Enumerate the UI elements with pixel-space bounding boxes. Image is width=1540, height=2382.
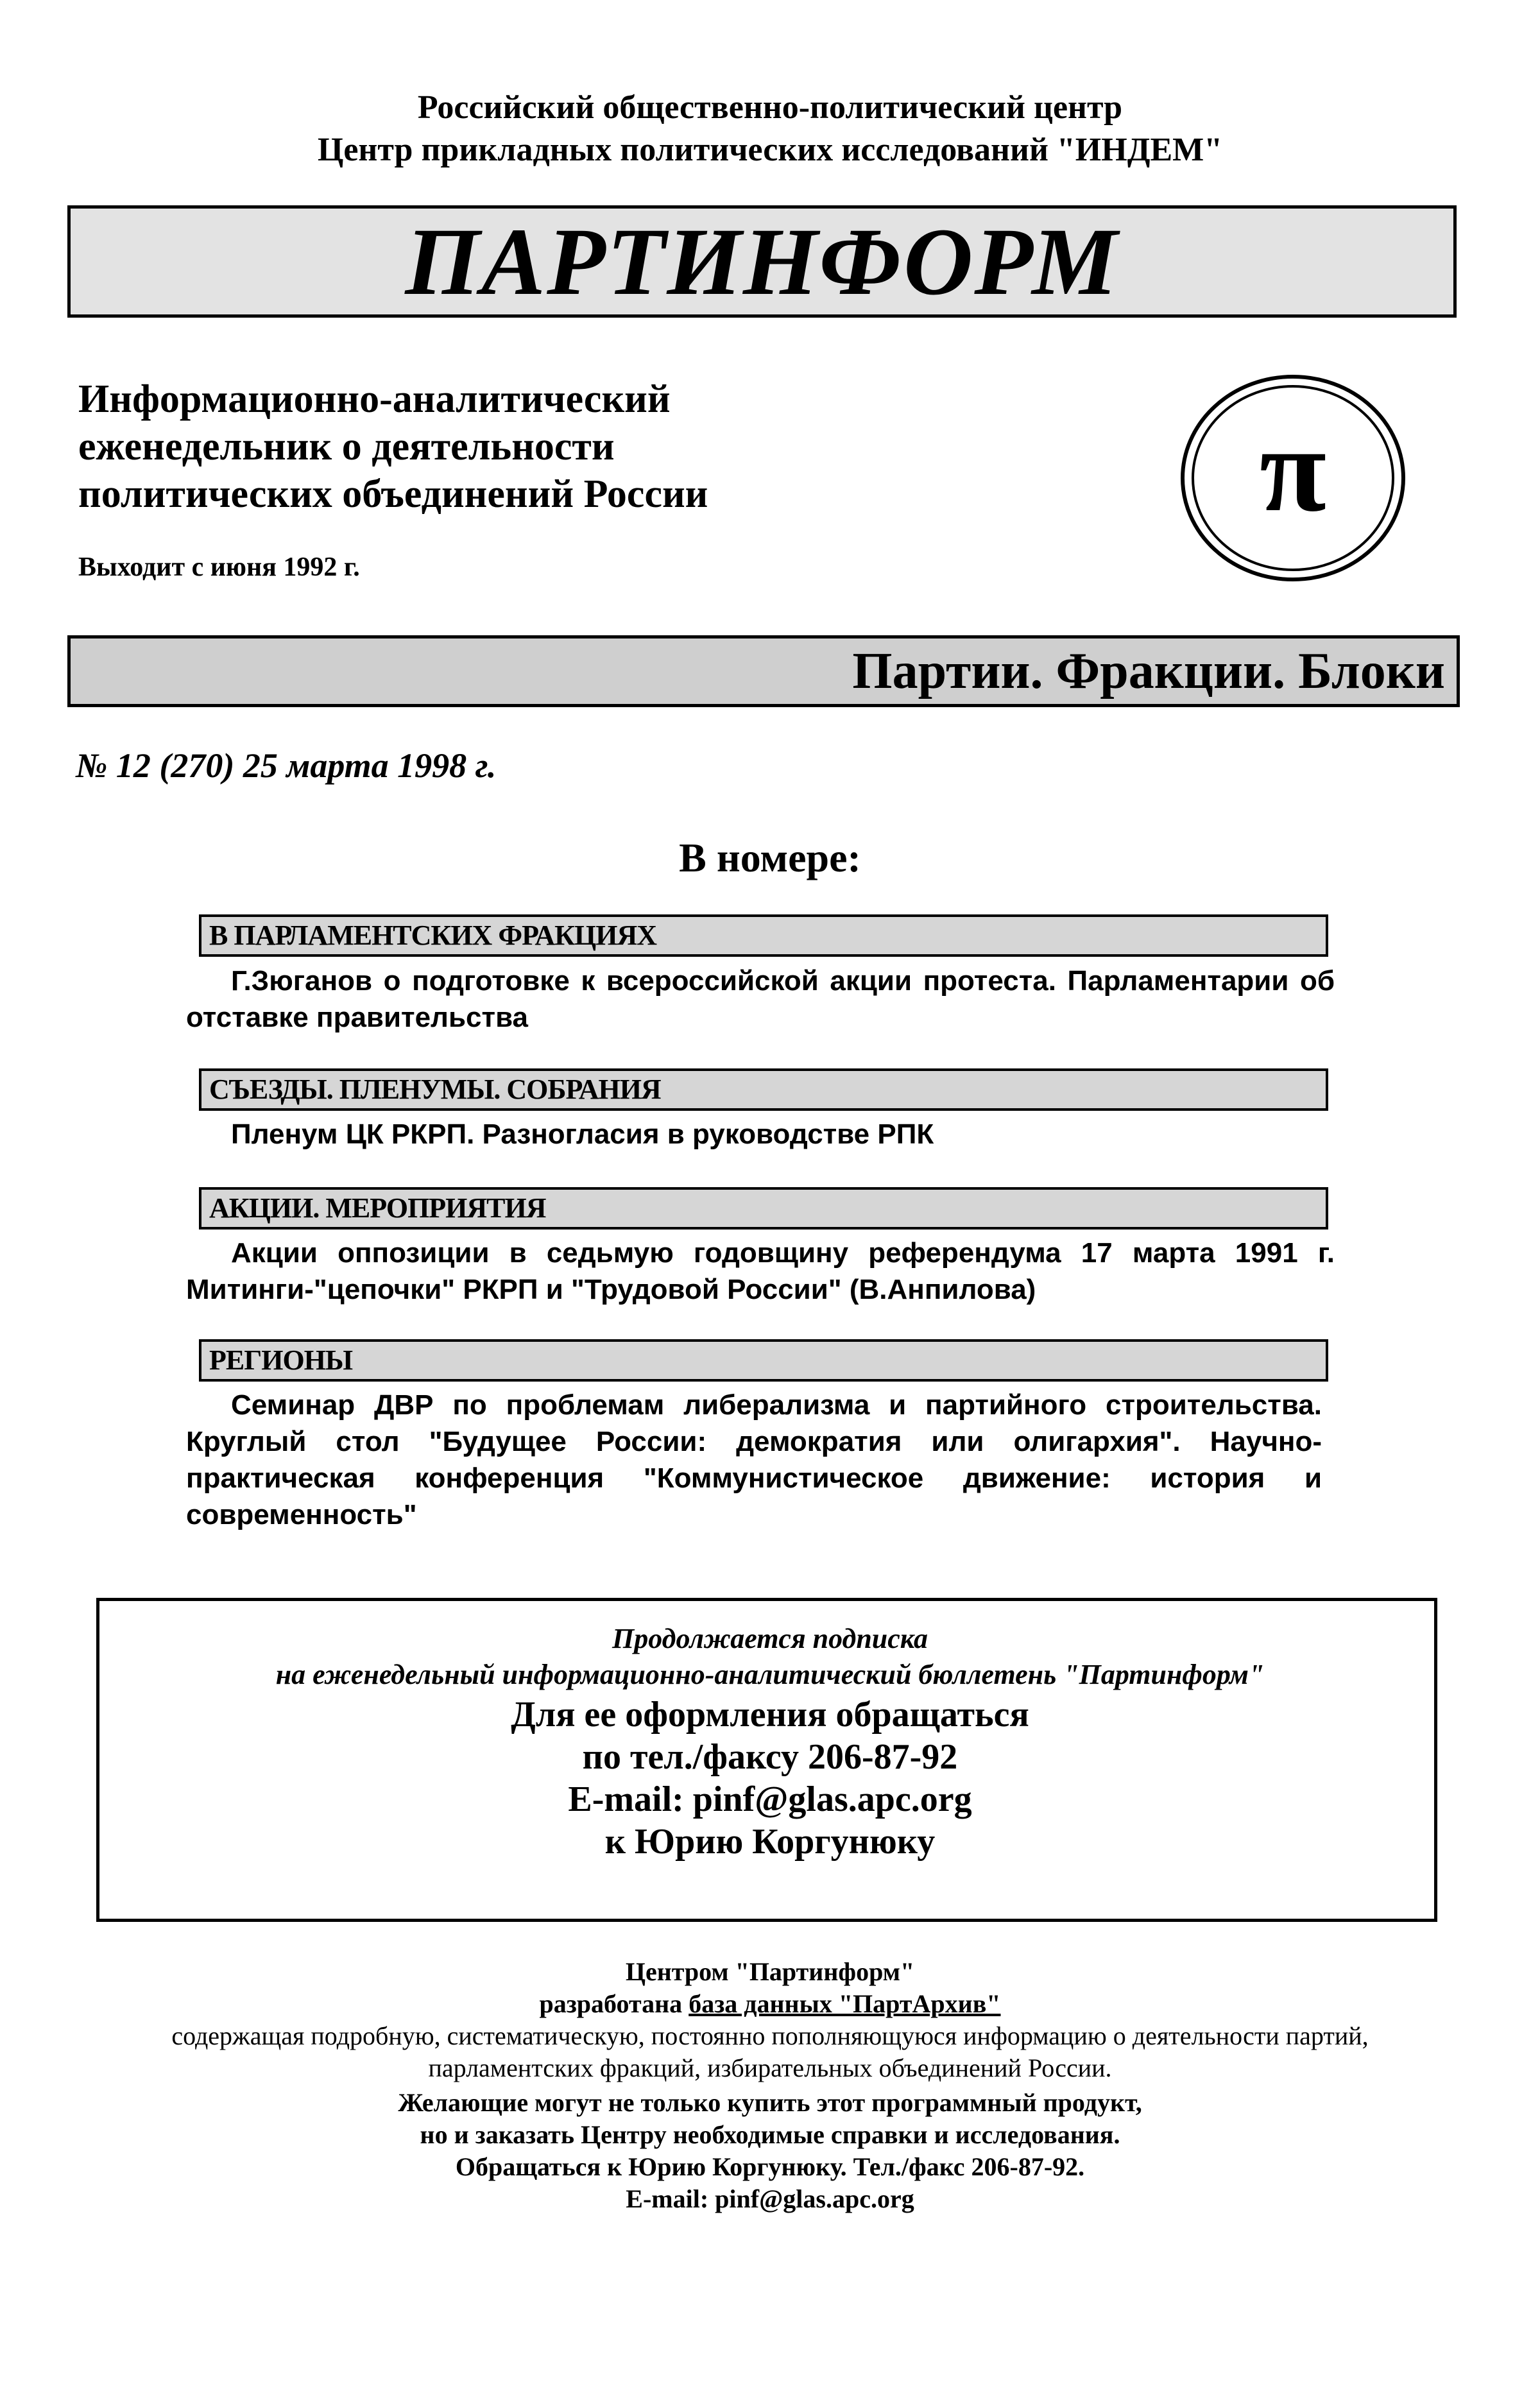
footer-line-3: содержащая подробную, систематическую, постоянно пополняющуюся информацию о деятельности партий, [171, 2021, 1369, 2050]
rubric-title: СЪЕЗДЫ. ПЛЕНУМЫ. СОБРАНИЯ [199, 1068, 1328, 1111]
footer-line-6-text: но и заказать Центру необходимые справки и исследования. [420, 2120, 1120, 2149]
pi-logo [1177, 372, 1408, 584]
subscription-line-1: Продолжается подписка [612, 1623, 928, 1654]
rubric-text [186, 1116, 1335, 1152]
since-label: Выходит с июня 1992 г. [78, 553, 360, 582]
section-bar [67, 635, 1460, 707]
footer-line-7-text: Обращаться к Юрию Коргунюку. Тел./факс 206-87-92. [455, 2152, 1085, 2181]
database-link[interactable]: база данных "ПартАрхив" [689, 1989, 1001, 2018]
footer-line-2-prefix: разработана [539, 1989, 689, 2018]
description-line-1: Информационно-аналитический [78, 377, 671, 421]
description-line-3: политических объединений России [78, 472, 708, 516]
subscription-contact: к Юрию Коргунюку [604, 1822, 936, 1862]
section-title: Партии. Фракции. Блоки [852, 642, 1445, 699]
subscription-email: E-mail: pinf@glas.apc.org [568, 1779, 972, 1819]
rubric-text-body: Акции оппозиции в седьмую годовщину референдума 17 марта 1991 г. Митинги-"цепочки" РКРП и "Трудовой России" (В.Анпилова) [186, 1237, 1335, 1305]
rubric-title: РЕГИОНЫ [199, 1339, 1328, 1382]
org-line-2: Центр прикладных политических исследований "ИНДЕМ" [317, 132, 1223, 168]
footer-line-5-text: Желающие могут не только купить этот программный продукт, [398, 2088, 1142, 2117]
footer-email [0, 2183, 1540, 2215]
rubric-text-body: Семинар ДВР по проблемам либерализма и партийного строительства. Круглый стол "Будущее России: демократия или олигархия". Научно-практическая конференция "Коммунистическое движение: история и современность" [186, 1389, 1322, 1530]
footer-line-1-text: Центром "Партинформ" [625, 1957, 915, 1986]
pi-symbol: π [1259, 402, 1327, 537]
footer-line-5 [0, 2087, 1540, 2119]
footer-line-2 [0, 1988, 1540, 2020]
rubric-text [186, 963, 1335, 1036]
footer-line-1 [0, 1956, 1540, 1988]
rubric-text-body: Пленум ЦК РКРП. Разногласия в руководстве РПК [231, 1118, 934, 1150]
rubric-text [186, 1235, 1335, 1308]
subscription-line-2: на еженедельный информационно-аналитический бюллетень "Партинформ" [275, 1659, 1265, 1690]
subscription-phone: по тел./факсу 206-87-92 [582, 1737, 958, 1777]
rubric-title: В ПАРЛАМЕНТСКИХ ФРАКЦИЯХ [199, 914, 1328, 957]
issue-number: № 12 (270) 25 марта 1998 г. [76, 746, 497, 785]
subscription-line-3: Для ее оформления обращаться [511, 1695, 1029, 1735]
page-title: ПАРТИНФОРМ [405, 208, 1119, 315]
footer-line-6 [0, 2119, 1540, 2151]
footer-email-text: E-mail: pinf@glas.apc.org [626, 2184, 914, 2213]
rubric-text-body: Г.Зюганов о подготовке к всероссийской акции протеста. Парламентарии об отставке правительства [186, 965, 1335, 1033]
description [78, 375, 708, 518]
description-line-2: еженедельник о деятельности [78, 425, 615, 468]
rubric-text [186, 1387, 1322, 1533]
footer-line-4: парламентских фракций, избирательных объединений России. [428, 2053, 1112, 2082]
title-box [67, 205, 1457, 318]
rubric-title: АКЦИИ. МЕРОПРИЯТИЯ [199, 1187, 1328, 1230]
contents-heading: В номере: [679, 835, 861, 880]
org-line-1: Российский общественно-политический центр [417, 89, 1123, 126]
footer-line-7 [0, 2151, 1540, 2183]
